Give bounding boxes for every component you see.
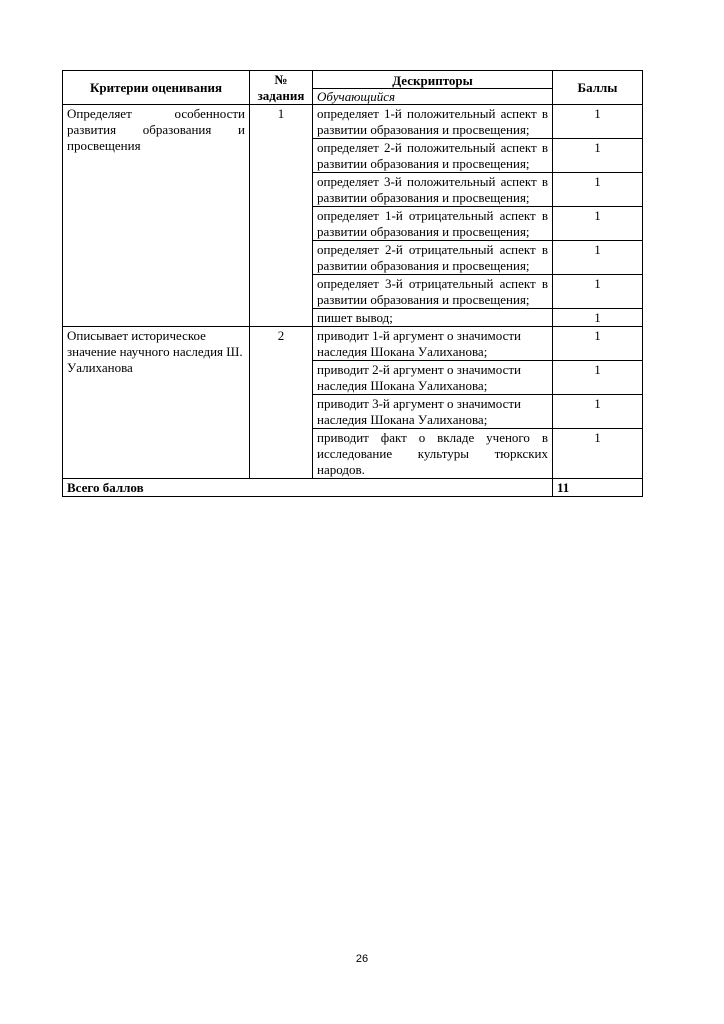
total-label: Всего баллов [63,479,553,497]
descriptor-cell: приводит 3-й аргумент о значимости наследия Шокана Уалиханова; [313,395,553,429]
descriptor-cell: приводит 1-й аргумент о значимости наследия Шокана Уалиханова; [313,327,553,361]
total-row [63,479,643,497]
descriptor-cell: определяет 3-й отрицательный аспект в развитии образования и просвещения; [313,275,553,309]
descriptor-cell: определяет 3-й положительный аспект в развитии образования и просвещения; [313,173,553,207]
points-cell: 1 [553,309,643,327]
points-cell: 1 [553,241,643,275]
header-row [63,71,643,105]
header-descriptors-subtitle: Обучающийся [317,88,396,104]
points-cell: 1 [553,139,643,173]
points-cell: 1 [553,361,643,395]
points-cell: 1 [553,327,643,361]
descriptor-cell: пишет вывод; [313,309,553,327]
points-cell: 1 [553,429,643,479]
descriptor-cell: приводит факт о вкладе ученого в исследование культуры тюркских народов. [313,429,553,479]
points-cell: 1 [553,395,643,429]
criterion-cell: Определяет особенности развития образования и просвещения [63,105,250,327]
points-cell: 1 [553,105,643,139]
points-cell: 1 [553,207,643,241]
header-task-number: № задания [250,71,313,105]
descriptor-cell: определяет 2-й отрицательный аспект в развитии образования и просвещения; [313,241,553,275]
descriptor-cell: определяет 1-й положительный аспект в развитии образования и просвещения; [313,105,553,139]
assessment-rubric-table [62,70,643,497]
total-value: 11 [553,479,643,497]
points-cell: 1 [553,275,643,309]
table-row [63,105,643,139]
header-descriptors-title: Дескрипторы [313,72,552,89]
table-row [63,327,643,361]
header-criteria: Критерии оценивания [63,71,250,105]
header-descriptors [313,71,553,105]
task-number-cell: 1 [250,105,313,327]
descriptor-cell: определяет 2-й положительный аспект в развитии образования и просвещения; [313,139,553,173]
header-points: Баллы [553,71,643,105]
descriptor-cell: определяет 1-й отрицательный аспект в развитии образования и просвещения; [313,207,553,241]
task-number-cell: 2 [250,327,313,479]
descriptor-cell: приводит 2-й аргумент о значимости наследия Шокана Уалиханова; [313,361,553,395]
page-number: 26 [355,953,369,965]
criterion-cell: Описывает историческое значение научного наследия Ш. Уалиханова [63,327,250,479]
points-cell: 1 [553,173,643,207]
